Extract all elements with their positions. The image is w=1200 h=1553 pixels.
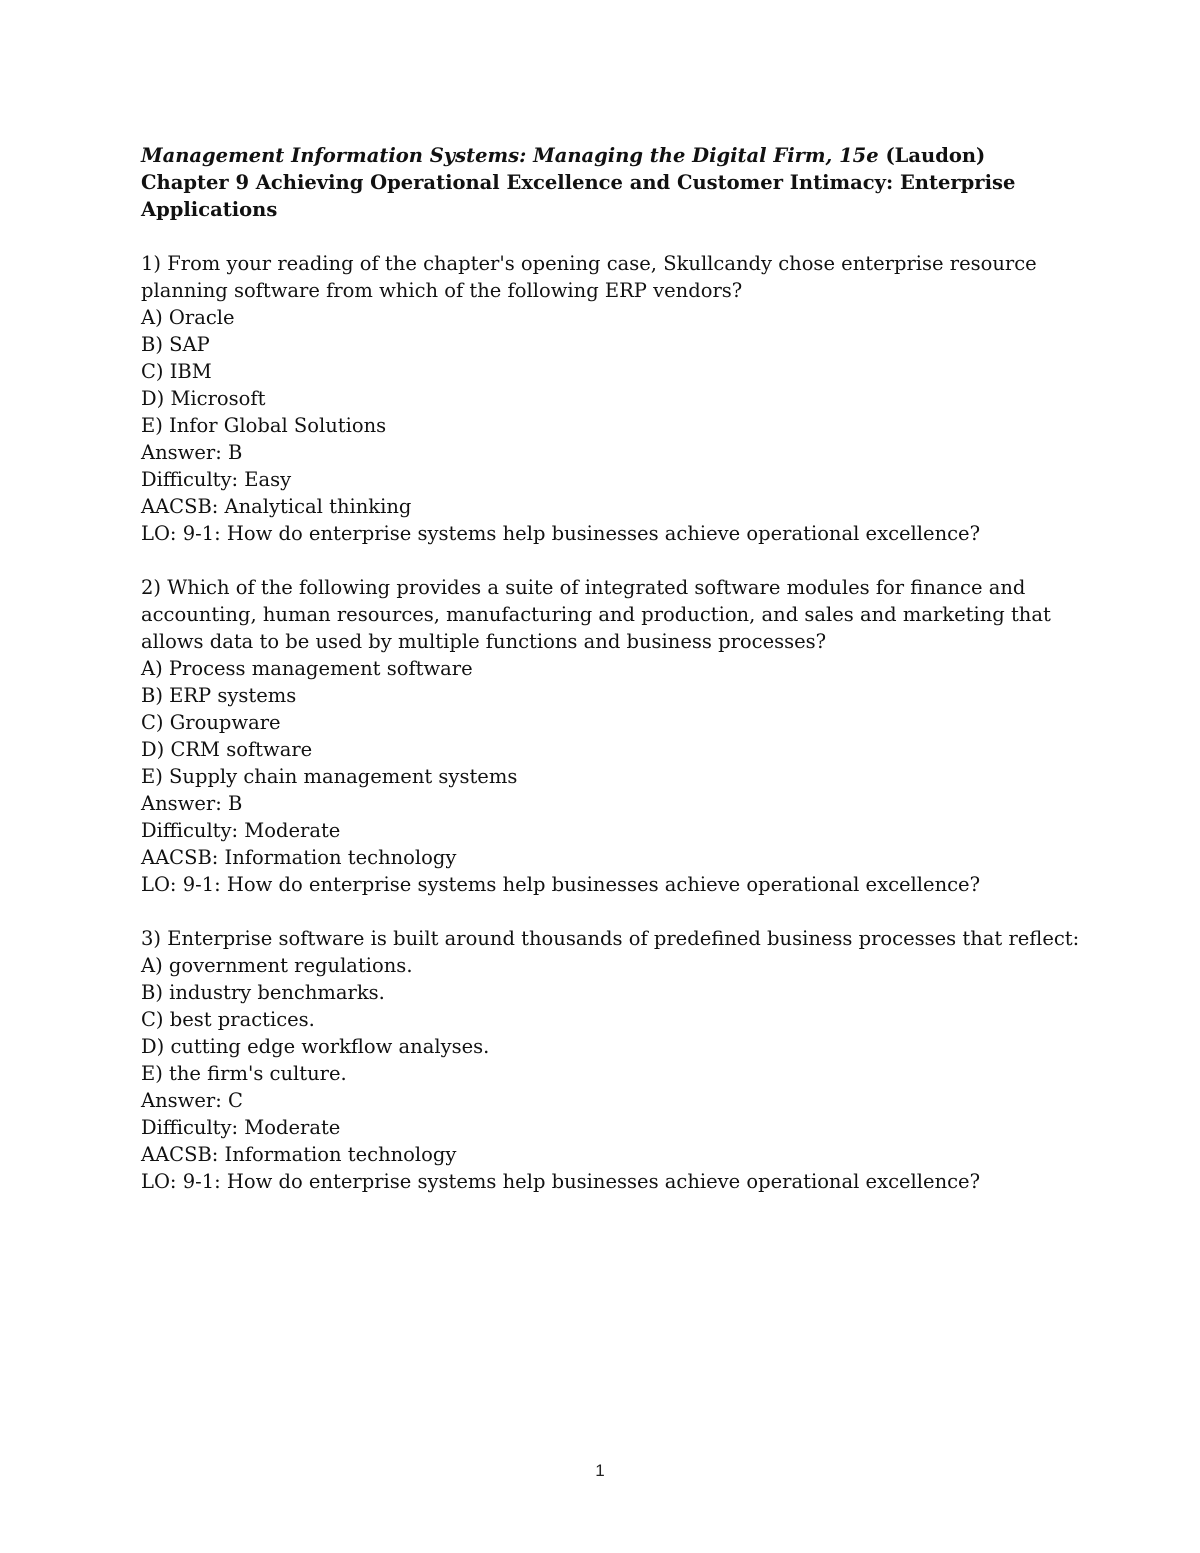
answer-option: E) the firm's culture.: [141, 1062, 347, 1085]
difficulty: Difficulty: Moderate: [141, 1116, 341, 1139]
answer-option: E) Supply chain management systems: [141, 765, 518, 788]
learning-objective: LO: 9-1: How do enterprise systems help businesses achieve operational excellence?: [141, 522, 981, 545]
learning-objective: LO: 9-1: How do enterprise systems help businesses achieve operational excellence?: [141, 873, 981, 896]
answer-option: B) industry benchmarks.: [141, 981, 385, 1004]
aacsb: AACSB: Analytical thinking: [141, 495, 412, 518]
difficulty: Difficulty: Moderate: [141, 819, 341, 842]
spacer: [141, 898, 1041, 925]
learning-objective: LO: 9-1: How do enterprise systems help businesses achieve operational excellence?: [141, 1170, 981, 1193]
answer-option: B) SAP: [141, 333, 210, 356]
spacer: [141, 223, 1041, 250]
question-stem: allows data to be used by multiple functions and business processes?: [141, 630, 827, 653]
answer-option: B) ERP systems: [141, 684, 297, 707]
question-1: [141, 250, 1041, 547]
answer-key: Answer: B: [141, 441, 243, 464]
page-content: [141, 142, 1080, 1195]
chapter-title-line-1: Chapter 9 Achieving Operational Excellence and Customer Intimacy: Enterprise: [141, 171, 1016, 194]
book-author: (Laudon): [885, 144, 986, 167]
question-stem: 3) Enterprise software is built around thousands of predefined business processes that reflect:: [141, 927, 1080, 950]
answer-option: C) IBM: [141, 360, 212, 383]
answer-key: Answer: B: [141, 792, 243, 815]
answer-option: E) Infor Global Solutions: [141, 414, 387, 437]
book-title-line: [141, 142, 1041, 169]
question-stem: 2) Which of the following provides a suite of integrated software modules for finance and: [141, 576, 1026, 599]
page-number: 1: [595, 1461, 605, 1480]
answer-option: D) CRM software: [141, 738, 313, 761]
difficulty: Difficulty: Easy: [141, 468, 292, 491]
question-2: [141, 574, 1051, 898]
question-stem: accounting, human resources, manufacturing and production, and sales and marketing that: [141, 603, 1051, 626]
answer-option: C) best practices.: [141, 1008, 315, 1031]
answer-key: Answer: C: [141, 1089, 243, 1112]
question-3: [141, 925, 1080, 1195]
answer-option: D) Microsoft: [141, 387, 266, 410]
answer-option: C) Groupware: [141, 711, 281, 734]
answer-option: A) Oracle: [141, 306, 235, 329]
answer-option: D) cutting edge workflow analyses.: [141, 1035, 490, 1058]
chapter-title-line-2: Applications: [141, 198, 278, 221]
spacer: [141, 547, 1041, 574]
aacsb: AACSB: Information technology: [141, 1143, 457, 1166]
book-title: Management Information Systems: Managing the Digital Firm, 15e: [141, 144, 879, 167]
aacsb: AACSB: Information technology: [141, 846, 457, 869]
question-stem: 1) From your reading of the chapter's opening case, Skullcandy chose enterprise resource: [141, 252, 1037, 275]
answer-option: A) government regulations.: [141, 954, 413, 977]
question-stem: planning software from which of the following ERP vendors?: [141, 279, 743, 302]
answer-option: A) Process management software: [141, 657, 473, 680]
